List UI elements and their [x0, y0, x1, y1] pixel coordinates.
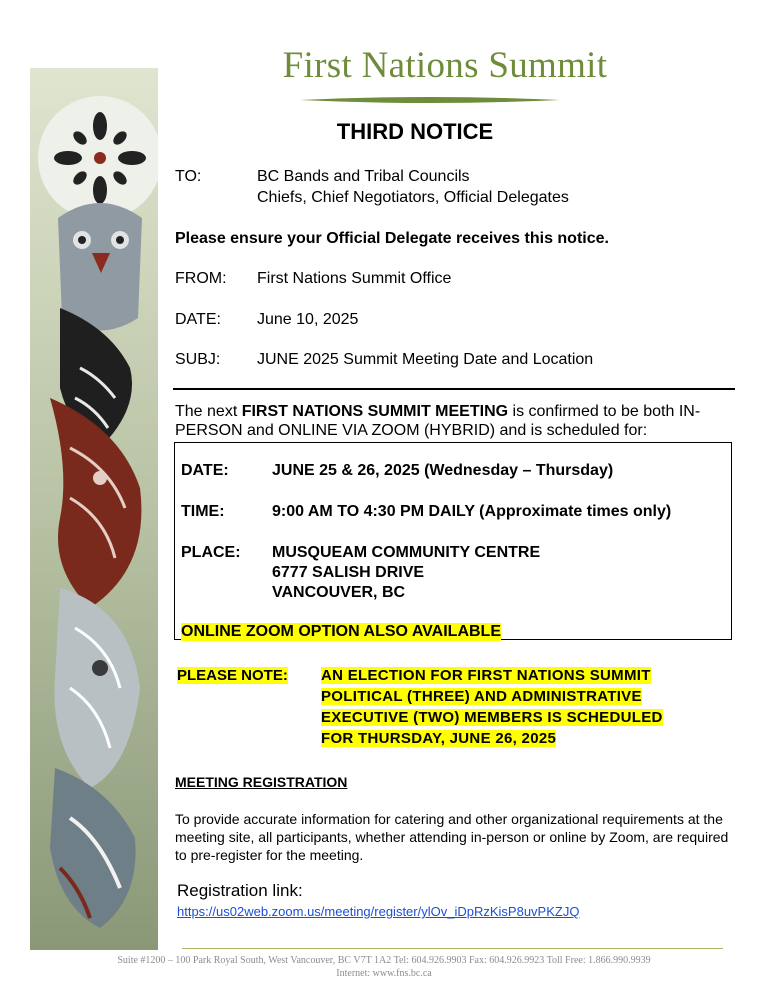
footer-rule	[182, 948, 723, 949]
intro-prefix: The next	[175, 403, 242, 420]
note-line2: POLITICAL (THREE) AND ADMINISTRATIVE	[321, 688, 642, 705]
zoom-option-banner: ONLINE ZOOM OPTION ALSO AVAILABLE	[181, 623, 501, 640]
from-label: FROM:	[175, 270, 227, 287]
meeting-time-value: 9:00 AM TO 4:30 PM DAILY (Approximate times only)	[272, 503, 672, 520]
registration-text: To provide accurate information for catering and other organizational requirements at the meeting site, all participants, whether attending in-person or online by Zoom, are required to pre-register for the meeting.	[175, 811, 729, 863]
intro-suffix: is confirmed to be both IN- PERSON and ONLINE VIA ZOOM (HYBRID) and is scheduled for:	[175, 403, 701, 439]
subj-label: SUBJ:	[175, 351, 221, 368]
intro-emphasis: FIRST NATIONS SUMMIT MEETING	[241, 403, 509, 420]
note-line3: EXECUTIVE (TWO) MEMBERS IS SCHEDULED	[321, 709, 663, 726]
please-note-label: PLEASE NOTE:	[177, 667, 288, 684]
meeting-place-line2: 6777 SALISH DRIVE	[272, 564, 425, 581]
note-line4: FOR THURSDAY, JUNE 26, 2025	[321, 730, 557, 747]
meeting-date-label: DATE:	[181, 462, 229, 479]
intro-paragraph	[175, 402, 735, 440]
title-underline	[300, 96, 560, 104]
date-label: DATE:	[175, 311, 221, 328]
notice-title: THIRD NOTICE	[336, 119, 494, 144]
note-line1: AN ELECTION FOR FIRST NATIONS SUMMIT	[321, 667, 651, 684]
meeting-place-label: PLACE:	[181, 544, 241, 561]
date-value: June 10, 2025	[257, 311, 359, 328]
ensure-note: Please ensure your Official Delegate receives this notice.	[175, 230, 609, 247]
to-line1: BC Bands and Tribal Councils	[257, 168, 470, 185]
meeting-place-line3: VANCOUVER, BC	[272, 584, 406, 601]
registration-link-label: Registration link:	[177, 881, 303, 900]
meeting-place-line1: MUSQUEAM COMMUNITY CENTRE	[272, 544, 541, 561]
org-title: First Nations Summit	[282, 45, 608, 86]
from-value: First Nations Summit Office	[257, 270, 452, 287]
meeting-time-label: TIME:	[181, 503, 225, 520]
subj-value: JUNE 2025 Summit Meeting Date and Location	[257, 351, 594, 368]
meeting-date-value: JUNE 25 & 26, 2025 (Wednesday – Thursday)	[272, 462, 614, 479]
footer-website: Internet: www.fns.bc.ca	[336, 968, 432, 979]
totem-artwork	[30, 68, 158, 950]
registration-heading: MEETING REGISTRATION	[175, 774, 348, 790]
registration-link[interactable]: https://us02web.zoom.us/meeting/register/ylOv_iDpRzKisP8uvPKZJQ	[177, 904, 580, 919]
footer-address: Suite #1200 – 100 Park Royal South, West Vancouver, BC V7T 1A2 Tel: 604.926.9903 Fax: 604.926.9923 Toll Free: 1.866.990.9939	[117, 955, 651, 966]
to-label: TO:	[175, 168, 202, 185]
section-divider	[173, 388, 735, 390]
to-line2: Chiefs, Chief Negotiators, Official Delegates	[257, 189, 569, 206]
